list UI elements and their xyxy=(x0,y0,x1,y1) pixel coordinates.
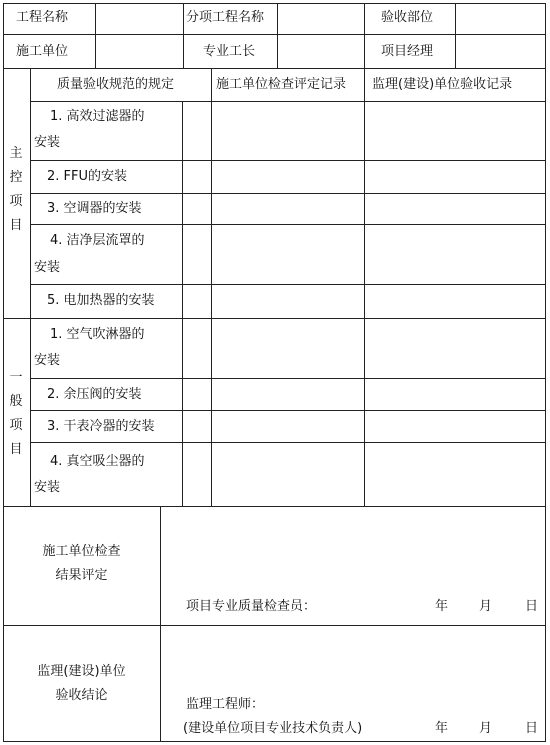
list-item: 2. FFU的安装 xyxy=(47,169,128,184)
list-item: 安装 xyxy=(34,353,61,368)
list-item: 1. 空气吹淋器的 xyxy=(50,327,145,342)
row-divider xyxy=(30,193,546,194)
sub-project-name-label: 分项工程名称 xyxy=(186,10,265,25)
row-divider xyxy=(30,101,546,102)
foreman-label: 专业工长 xyxy=(203,44,256,59)
list-item: 4. 洁净层流罩的 xyxy=(50,233,145,248)
list-item: 3. 空调器的安装 xyxy=(47,201,142,216)
evaluation-title-line2: 结果评定 xyxy=(55,568,108,583)
row-divider xyxy=(30,224,546,225)
row-divider xyxy=(30,160,546,161)
col-divider xyxy=(364,68,365,506)
col-divider xyxy=(277,3,278,68)
month-label: 月 xyxy=(479,721,493,736)
day-label: 日 xyxy=(525,721,539,736)
list-item: 2. 余压阀的安装 xyxy=(47,387,142,402)
row-divider xyxy=(3,318,546,319)
row-divider xyxy=(30,410,546,411)
col-divider xyxy=(182,101,183,506)
list-item: 安装 xyxy=(34,260,61,275)
supervising-engineer-label: 监理工程师： xyxy=(186,697,265,712)
project-manager-label: 项目经理 xyxy=(381,44,434,59)
col-divider xyxy=(183,3,184,68)
year-label: 年 xyxy=(435,721,449,736)
row-divider xyxy=(30,442,546,443)
spec-column-header: 质量验收规范的规定 xyxy=(57,77,175,92)
list-item: 安装 xyxy=(34,480,61,495)
owner-representative-label: (建设单位项目专业技术负责人) xyxy=(183,721,363,736)
row-divider xyxy=(3,625,546,626)
supervision-column-header: 监理(建设)单位验收记录 xyxy=(372,77,513,92)
row-divider xyxy=(3,506,546,507)
project-name-label: 工程名称 xyxy=(16,10,69,25)
list-item: 5. 电加热器的安装 xyxy=(47,293,155,308)
conclusion-title: 监理(建设)单位 xyxy=(37,664,126,679)
list-item: 安装 xyxy=(34,135,61,150)
year-label: 年 xyxy=(435,599,449,614)
list-item: 3. 干表冷器的安装 xyxy=(47,419,155,434)
list-item: 4. 真空吸尘器的 xyxy=(50,454,145,469)
month-label: 月 xyxy=(479,599,493,614)
col-divider xyxy=(364,3,365,68)
list-item: 1. 高效过滤器的 xyxy=(50,109,145,124)
col-divider xyxy=(455,3,456,68)
row-divider xyxy=(30,378,546,379)
main-items-label: 主控项目 xyxy=(9,146,23,233)
row-divider xyxy=(3,34,546,35)
row-divider xyxy=(3,68,546,69)
col-divider xyxy=(160,506,161,742)
quality-inspector-label: 项目专业质量检查员： xyxy=(186,599,317,614)
construction-unit-label: 施工单位 xyxy=(16,44,69,59)
conclusion-title-line2: 验收结论 xyxy=(55,688,108,703)
row-divider xyxy=(30,284,546,285)
evaluation-title: 施工单位检查 xyxy=(42,544,121,559)
general-items-label: 一般项目 xyxy=(9,370,23,457)
col-divider xyxy=(95,3,96,68)
self-check-column-header: 施工单位检查评定记录 xyxy=(216,77,347,92)
day-label: 日 xyxy=(525,599,539,614)
col-divider xyxy=(30,68,31,506)
acceptance-part-label: 验收部位 xyxy=(381,10,434,25)
col-divider xyxy=(211,68,212,506)
